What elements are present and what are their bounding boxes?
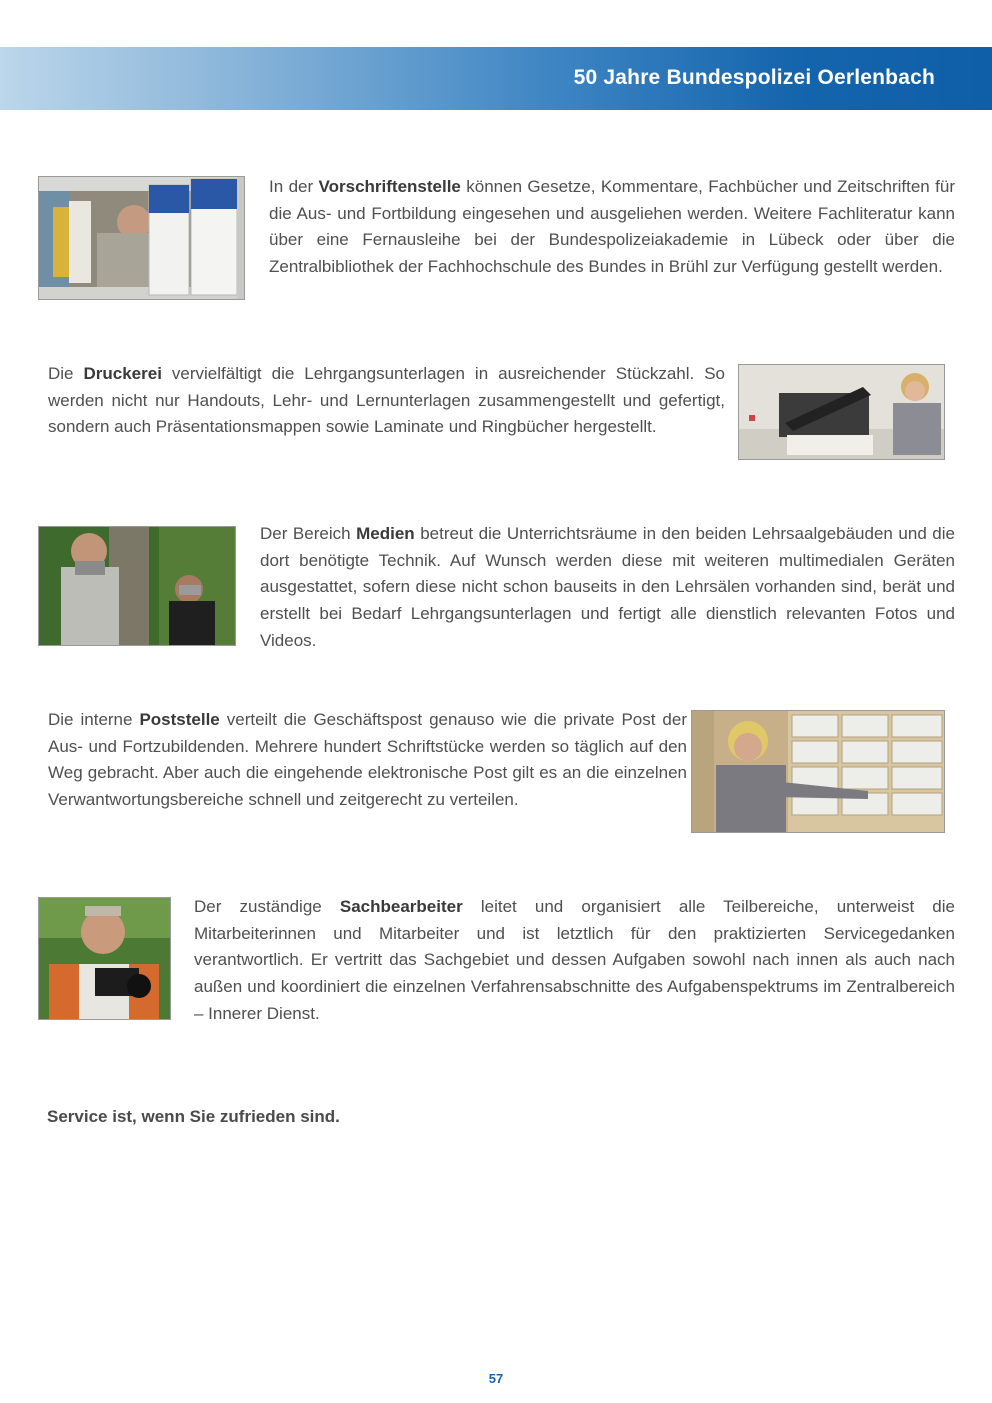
paragraph-text: In der <box>269 177 319 196</box>
term-sachbearbeiter: Sachbearbeiter <box>339 897 463 916</box>
paragraph-text: betreut die Unterrichtsräume in den beiden Lehrsaalgebäuden und die dort benötigte Technik. Auf Wunsch werden diese mit weiteren multimedialen Geräten ausgestattet, sofern diese nicht schon bauseits in den Lehrsälen vorhanden sind, berät und erstellt bei Bedarf Lehrgangsunterlagen und fertigt alle dienstlich relevanten Fotos und Videos. <box>260 524 955 650</box>
paragraph-poststelle <box>38 707 687 814</box>
paragraph-text: Der Bereich <box>260 524 357 543</box>
paragraph-text: Die <box>48 364 84 383</box>
library-shelf-image <box>39 177 245 300</box>
term-druckerei: Druckerei <box>83 364 162 383</box>
paragraph-text: leitet und organisiert alle Teilbereiche, unterweist die Mitarbeiterinnen und Mitarbeiter und ist letztlich für den praktizierten Servicegedanken verantwortlich. Er vertritt das Sachgebiet und dessen Aufgaben sowohl nach innen als auch nach außen und koordiniert die einzelnen Verfahrensabschnitte des Aufgabenspektrums im Zentralbereich – Innerer Dienst. <box>194 897 955 1023</box>
paragraph-medien <box>250 521 955 655</box>
photo-sachbearbeiter <box>38 897 171 1020</box>
paragraph-sachbearbeiter <box>184 894 955 1028</box>
header-band <box>0 47 992 110</box>
photographer-portrait-image <box>39 898 171 1020</box>
page-title: 50 Jahre Bundespolizei Oerlenbach <box>573 66 935 89</box>
photo-media-team <box>38 526 236 646</box>
paragraph-text: Die interne <box>48 710 140 729</box>
copier-image <box>739 365 945 460</box>
page-number: 57 <box>488 1371 504 1386</box>
term-poststelle: Poststelle <box>139 710 220 729</box>
term-medien: Medien <box>356 524 415 543</box>
mail-sorting-image <box>692 711 945 833</box>
slogan: Service ist, wenn Sie zufrieden sind. <box>47 1107 340 1126</box>
paragraph-text: vervielfältigt die Lehrgangsunterlagen in ausreichender Stückzahl. So werden nicht nur Handouts, Lehr- und Lernunterlagen zusammengestellt und gefertigt, sondern auch Präsentationsmappen sowie Laminate und Ringbücher hergestellt. <box>48 364 725 437</box>
paragraph-text: können Gesetze, Kommentare, Fachbücher und Zeitschriften für die Aus- und Fortbildung eingesehen und ausgeliehen werden. Weitere Fachliteratur kann über eine Fernausleihe bei der Bundespolizeiakademie in Lübeck oder über die Zentralbibliothek der Fachhochschule des Bundes in Brühl zur Verfügung gestellt werden. <box>269 177 955 277</box>
term-vorschriftenstelle: Vorschriftenstelle <box>318 177 461 196</box>
photo-print-shop <box>738 364 945 460</box>
paragraph-vorschriftenstelle <box>259 174 955 281</box>
photo-mail-room <box>691 710 945 833</box>
paragraph-text: verteilt die Geschäftspost genauso wie die private Post der Aus- und Fortzubildenden. Mehrere hundert Schriftstücke werden so täglich auf den Weg gebracht. Aber auch die eingehende elektronische Post gilt es an die einzelnen Verwantwortungsbereiche schnell und zeitgerecht zu verteilen. <box>48 710 688 810</box>
photographers-image <box>39 527 236 646</box>
photo-library-shelf <box>38 176 245 300</box>
paragraph-druckerei <box>38 361 725 441</box>
paragraph-text: Der zuständige <box>194 897 340 916</box>
